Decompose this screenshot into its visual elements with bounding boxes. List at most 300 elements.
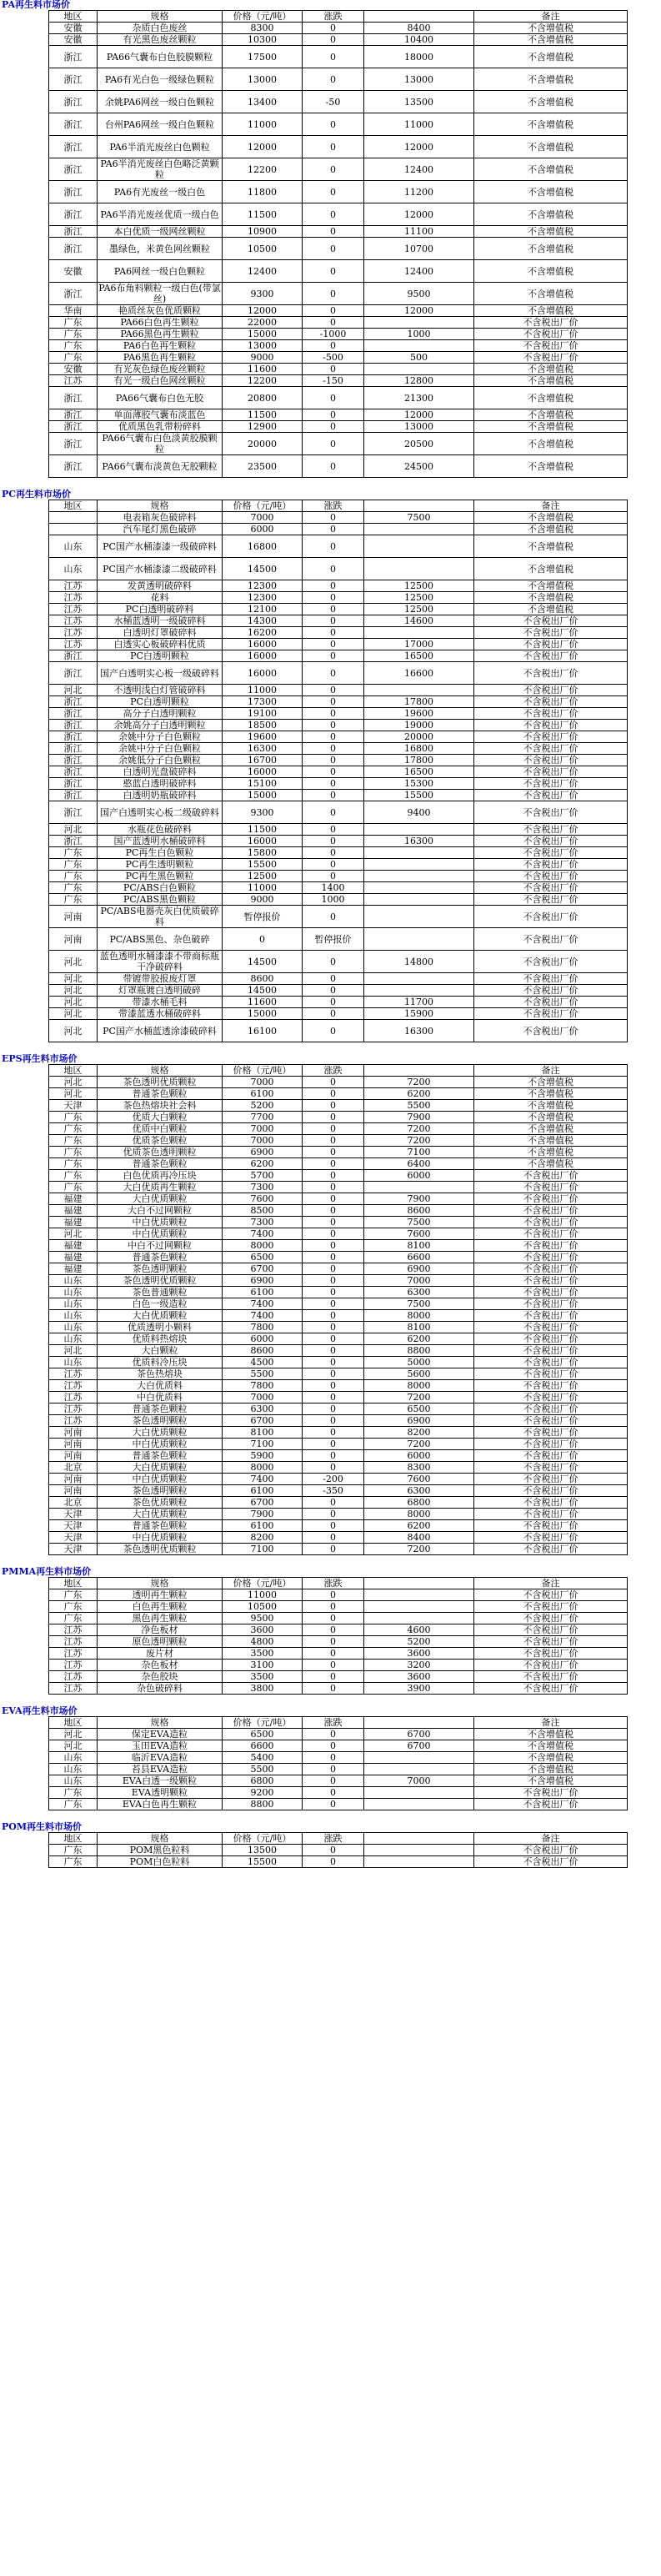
table-row [49, 639, 628, 650]
spec-cell: 蓝色透明水桶漆漆不带商标瓶干净破碎料 [98, 951, 223, 973]
today-price-cell: 10400 [364, 34, 474, 46]
region-cell: 江苏 [49, 615, 98, 627]
spec-cell: PA6半消光废丝优质一级白色 [98, 203, 223, 226]
note-cell: 不含税出厂价 [474, 871, 628, 882]
region-cell: 河北 [49, 951, 98, 973]
column-header: 价格（元/吨） [223, 1578, 303, 1589]
spec-cell: 中白不过网颗粒 [98, 1240, 223, 1252]
change-cell: -50 [303, 91, 364, 113]
today-price-cell: 500 [364, 352, 474, 364]
region-cell: 广东 [49, 859, 98, 871]
change-cell: 0 [303, 1217, 364, 1228]
region-cell: 广东 [49, 352, 98, 364]
note-cell: 不含税出厂价 [474, 1357, 628, 1368]
table-row [49, 1636, 628, 1648]
table-row [49, 1589, 628, 1601]
spec-cell: 普通茶色颗粒 [98, 1088, 223, 1100]
region-cell: 广东 [49, 871, 98, 882]
today-price-cell [364, 882, 474, 894]
note-cell: 不含税出厂价 [474, 696, 628, 708]
today-price-cell: 7000 [364, 1775, 474, 1787]
region-cell: 福建 [49, 1240, 98, 1252]
spec-cell: 白色再生颗粒 [98, 1601, 223, 1613]
section-gap [0, 1695, 661, 1706]
change-cell: 1400 [303, 882, 364, 894]
change-cell: -150 [303, 375, 364, 387]
spec-cell: PA6有光白色一级绿色颗粒 [98, 68, 223, 91]
table-row [49, 708, 628, 720]
note-cell: 不含税出厂价 [474, 951, 628, 973]
note-cell: 不含增值税 [474, 1775, 628, 1787]
price-cell: 11500 [223, 824, 303, 836]
region-cell: 广东 [49, 1147, 98, 1158]
today-price-cell [364, 364, 474, 375]
today-price-cell: 12400 [364, 260, 474, 283]
region-cell: 河南 [49, 1450, 98, 1462]
table-row [49, 1275, 628, 1287]
region-cell: 广东 [49, 894, 98, 906]
change-cell: 0 [303, 1020, 364, 1042]
spec-cell: PA66气囊布白色淡黄胶膜颗粒 [98, 433, 223, 455]
spec-cell: 有光一级白色网丝颗粒 [98, 375, 223, 387]
table-row [49, 1147, 628, 1158]
note-cell: 不含增值税 [474, 1112, 628, 1123]
region-cell: 浙江 [49, 731, 98, 743]
today-price-cell: 8200 [364, 1427, 474, 1439]
price-cell: 12300 [223, 580, 303, 592]
region-cell: 浙江 [49, 801, 98, 824]
change-cell: 0 [303, 387, 364, 409]
today-price-cell: 8800 [364, 1345, 474, 1357]
region-cell: 浙江 [49, 743, 98, 755]
price-cell: 14500 [223, 951, 303, 973]
column-header: 备注 [474, 1578, 628, 1589]
note-cell: 不含税出厂价 [474, 801, 628, 824]
price-cell: 12100 [223, 604, 303, 615]
note-cell: 不含增值税 [474, 455, 628, 478]
region-cell: 天津 [49, 1509, 98, 1520]
today-price-cell: 14600 [364, 615, 474, 627]
price-cell: 13400 [223, 91, 303, 113]
table-row [49, 317, 628, 329]
change-cell: 0 [303, 260, 364, 283]
table-row [49, 592, 628, 604]
column-header: 备注 [474, 1065, 628, 1077]
spec-cell: PC/ABS电器壳灰白优质破碎料 [98, 906, 223, 928]
note-cell: 不含增值税 [474, 1100, 628, 1112]
price-cell: 8100 [223, 1427, 303, 1439]
table-row [49, 1532, 628, 1544]
note-cell: 不含税出厂价 [474, 1298, 628, 1310]
region-cell: 江苏 [49, 1403, 98, 1415]
region-cell: 河北 [49, 1729, 98, 1740]
today-price-cell [364, 1764, 474, 1775]
note-cell: 不含增值税 [474, 1764, 628, 1775]
change-cell: 0 [303, 1205, 364, 1217]
change-cell: 0 [303, 1660, 364, 1671]
price-cell: 7400 [223, 1474, 303, 1485]
table-row [49, 824, 628, 836]
region-cell: 河北 [49, 1228, 98, 1240]
spec-cell: 普通茶色颗粒 [98, 1450, 223, 1462]
change-cell: 0 [303, 317, 364, 329]
change-cell: 0 [303, 1008, 364, 1020]
table-row [49, 627, 628, 639]
today-price-cell [364, 824, 474, 836]
change-cell: 0 [303, 1333, 364, 1345]
region-cell: 福建 [49, 1252, 98, 1263]
region-cell: 安徽 [49, 364, 98, 375]
change-cell: 0 [303, 801, 364, 824]
note-cell: 不含增值税 [474, 592, 628, 604]
change-cell: 0 [303, 1613, 364, 1624]
spec-cell: 优质中白颗粒 [98, 1123, 223, 1135]
spec-cell: 余姚中分子白色颗粒 [98, 731, 223, 743]
price-cell: 8200 [223, 1532, 303, 1544]
change-cell: 0 [303, 1088, 364, 1100]
table-row [49, 535, 628, 558]
price-cell: 8600 [223, 973, 303, 985]
region-cell: 广东 [49, 882, 98, 894]
change-cell: 0 [303, 136, 364, 158]
region-cell: 浙江 [49, 387, 98, 409]
today-price-cell: 16300 [364, 836, 474, 847]
region-cell: 广东 [49, 1158, 98, 1170]
change-cell: 0 [303, 1544, 364, 1555]
region-cell: 福建 [49, 1263, 98, 1275]
note-cell: 不含增值税 [474, 433, 628, 455]
price-cell: 10900 [223, 226, 303, 238]
table-row [49, 951, 628, 973]
price-cell: 11500 [223, 409, 303, 421]
spec-cell: 国产白透明实心板一级破碎料 [98, 662, 223, 685]
table-row [49, 1613, 628, 1624]
today-price-cell: 7100 [364, 1147, 474, 1158]
today-price-cell: 10700 [364, 238, 474, 260]
note-cell: 不含税出厂价 [474, 836, 628, 847]
change-cell: 0 [303, 1648, 364, 1660]
region-cell: 安徽 [49, 260, 98, 283]
change-cell: 0 [303, 1228, 364, 1240]
change-cell: 0 [303, 951, 364, 973]
change-cell: 0 [303, 1193, 364, 1205]
note-cell: 不含税出厂价 [474, 1683, 628, 1695]
today-price-cell: 6700 [364, 1740, 474, 1752]
column-header [364, 1717, 474, 1729]
price-table [48, 1064, 628, 1555]
region-cell: 河北 [49, 1088, 98, 1100]
note-cell: 不含税出厂价 [474, 650, 628, 662]
table-row [49, 1462, 628, 1474]
price-cell: 12500 [223, 871, 303, 882]
change-cell: 0 [303, 1601, 364, 1613]
change-cell: 0 [303, 973, 364, 985]
table-row [49, 181, 628, 203]
spec-cell: 大白优质再生颗粒 [98, 1182, 223, 1193]
table-row [49, 238, 628, 260]
today-price-cell: 13000 [364, 68, 474, 91]
today-price-cell: 8400 [364, 1532, 474, 1544]
today-price-cell: 6800 [364, 1497, 474, 1509]
table-row [49, 1648, 628, 1660]
change-cell: 0 [303, 1740, 364, 1752]
price-cell: 7000 [223, 1077, 303, 1088]
table-row [49, 524, 628, 535]
table-row [49, 662, 628, 685]
note-cell: 不含税出厂价 [474, 1648, 628, 1660]
price-cell: 11000 [223, 1589, 303, 1601]
column-header: 价格（元/吨） [223, 1833, 303, 1845]
price-cell: 16000 [223, 650, 303, 662]
table-row [49, 604, 628, 615]
table-row [49, 364, 628, 375]
today-price-cell: 7200 [364, 1123, 474, 1135]
table-row [49, 1135, 628, 1147]
table-row [49, 1088, 628, 1100]
spec-cell: PC/ABS白色颗粒 [98, 882, 223, 894]
price-cell: 14500 [223, 985, 303, 997]
today-price-cell: 11200 [364, 181, 474, 203]
region-cell: 山东 [49, 1322, 98, 1333]
note-cell: 不含增值税 [474, 46, 628, 68]
region-cell: 山东 [49, 1357, 98, 1368]
table-row [49, 1252, 628, 1263]
today-price-cell: 20500 [364, 433, 474, 455]
section-title: PMMA再生料市场价 [2, 1566, 92, 1577]
note-cell: 不含税出厂价 [474, 1613, 628, 1624]
region-cell: 广东 [49, 329, 98, 340]
price-cell: 7100 [223, 1439, 303, 1450]
change-cell: 0 [303, 524, 364, 535]
column-header [364, 1833, 474, 1845]
today-price-cell: 7500 [364, 1298, 474, 1310]
today-price-cell: 6300 [364, 1485, 474, 1497]
change-cell: 0 [303, 731, 364, 743]
today-price-cell: 6900 [364, 1415, 474, 1427]
today-price-cell [364, 1799, 474, 1810]
price-cell: 3800 [223, 1683, 303, 1695]
spec-cell: PA66气囊布白色无胶 [98, 387, 223, 409]
column-header: 地区 [49, 500, 98, 512]
change-cell: 0 [303, 615, 364, 627]
region-cell: 浙江 [49, 766, 98, 778]
price-cell: 7800 [223, 1322, 303, 1333]
spec-cell: 茶色热熔块 [98, 1368, 223, 1380]
note-cell: 不含税出厂价 [474, 1799, 628, 1810]
today-price-cell: 14800 [364, 951, 474, 973]
change-cell: 0 [303, 604, 364, 615]
note-cell: 不含税出厂价 [474, 778, 628, 790]
note-cell: 不含税出厂价 [474, 1532, 628, 1544]
table-row [49, 720, 628, 731]
region-cell: 浙江 [49, 238, 98, 260]
table-row [49, 906, 628, 928]
spec-cell: 高分子白透明颗粒 [98, 708, 223, 720]
region-cell: 江苏 [49, 1683, 98, 1695]
table-row [49, 136, 628, 158]
today-price-cell: 8400 [364, 23, 474, 34]
region-cell: 广东 [49, 1787, 98, 1799]
today-price-cell: 15500 [364, 790, 474, 801]
change-cell: 0 [303, 1182, 364, 1193]
price-cell: 6600 [223, 1740, 303, 1752]
change-cell: 0 [303, 1147, 364, 1158]
today-price-cell [364, 1856, 474, 1868]
note-cell: 不含税出厂价 [474, 1856, 628, 1868]
change-cell: 0 [303, 113, 364, 136]
region-cell: 广东 [49, 1799, 98, 1810]
price-cell: 6900 [223, 1275, 303, 1287]
change-cell: 0 [303, 1450, 364, 1462]
column-header: 规格 [98, 1065, 223, 1077]
note-cell: 不含税出厂价 [474, 1228, 628, 1240]
spec-cell: 茶色透明优质颗粒 [98, 1275, 223, 1287]
spec-cell: 台州PA6网丝一级白色颗粒 [98, 113, 223, 136]
note-cell: 不含税出厂价 [474, 1240, 628, 1252]
change-cell: 0 [303, 685, 364, 696]
region-cell: 浙江 [49, 455, 98, 478]
price-cell: 7100 [223, 1544, 303, 1555]
today-price-cell: 11000 [364, 113, 474, 136]
price-cell: 9300 [223, 801, 303, 824]
column-header: 涨跌 [303, 1717, 364, 1729]
section-title: PA再生料市场价 [2, 0, 71, 10]
today-price-cell: 18000 [364, 46, 474, 68]
today-price-cell: 6600 [364, 1252, 474, 1263]
price-cell: 3500 [223, 1648, 303, 1660]
change-cell: 0 [303, 1135, 364, 1147]
price-cell: 5900 [223, 1450, 303, 1462]
price-cell: 13500 [223, 1845, 303, 1856]
table-row [49, 1368, 628, 1380]
region-cell: 浙江 [49, 778, 98, 790]
table-row [49, 1357, 628, 1368]
column-header: 涨跌 [303, 1065, 364, 1077]
note-cell: 不含税出厂价 [474, 1660, 628, 1671]
today-price-cell: 8000 [364, 1310, 474, 1322]
table-row [49, 1193, 628, 1205]
table-row [49, 743, 628, 755]
spec-cell: PC再生透明颗粒 [98, 859, 223, 871]
change-cell: 0 [303, 181, 364, 203]
note-cell: 不含税出厂价 [474, 928, 628, 951]
table-row [49, 1310, 628, 1322]
note-cell: 不含增值税 [474, 1135, 628, 1147]
spec-cell: 余姚低分子白色颗粒 [98, 755, 223, 766]
note-cell: 不含增值税 [474, 580, 628, 592]
today-price-cell [364, 627, 474, 639]
change-cell: 0 [303, 1856, 364, 1868]
note-cell: 不含税出厂价 [474, 1624, 628, 1636]
price-cell: 3100 [223, 1660, 303, 1671]
change-cell: 0 [303, 1077, 364, 1088]
today-price-cell: 12000 [364, 409, 474, 421]
note-cell: 不含税出厂价 [474, 1345, 628, 1357]
price-cell: 12400 [223, 260, 303, 283]
price-cell: 16200 [223, 627, 303, 639]
spec-cell: 中白优质颗粒 [98, 1532, 223, 1544]
note-cell: 不含增值税 [474, 158, 628, 181]
change-cell: 0 [303, 1752, 364, 1764]
column-header: 地区 [49, 1833, 98, 1845]
note-cell: 不含增值税 [474, 1752, 628, 1764]
spec-cell: 带镀带胶报废灯罩 [98, 973, 223, 985]
region-cell: 江苏 [49, 639, 98, 650]
spec-cell: 原色透明颗粒 [98, 1636, 223, 1648]
spec-cell: 黑色再生颗粒 [98, 1613, 223, 1624]
spec-cell: 净色板材 [98, 1624, 223, 1636]
today-price-cell: 7500 [364, 1217, 474, 1228]
spec-cell: 苔县EVA造粒 [98, 1764, 223, 1775]
today-price-cell [364, 317, 474, 329]
region-cell: 河南 [49, 1474, 98, 1485]
table-row [49, 696, 628, 708]
price-cell: 12200 [223, 158, 303, 181]
table-row [49, 23, 628, 34]
price-cell: 5200 [223, 1100, 303, 1112]
change-cell: 0 [303, 1415, 364, 1427]
change-cell: -1000 [303, 329, 364, 340]
region-cell: 浙江 [49, 158, 98, 181]
price-cell: 11000 [223, 882, 303, 894]
today-price-cell [364, 928, 474, 951]
region-cell: 天津 [49, 1520, 98, 1532]
region-cell: 江苏 [49, 1415, 98, 1427]
table-row [49, 755, 628, 766]
note-cell: 不含增值税 [474, 203, 628, 226]
change-cell: 0 [303, 1427, 364, 1439]
price-cell: 19100 [223, 708, 303, 720]
today-price-cell: 8300 [364, 1462, 474, 1474]
note-cell: 不含增值税 [474, 260, 628, 283]
note-cell: 不含增值税 [474, 1729, 628, 1740]
column-header: 价格（元/吨） [223, 1717, 303, 1729]
price-cell: 12200 [223, 375, 303, 387]
today-price-cell [364, 1182, 474, 1193]
table-row [49, 766, 628, 778]
region-cell: 广东 [49, 1601, 98, 1613]
region-cell: 河北 [49, 1008, 98, 1020]
change-cell: 0 [303, 1100, 364, 1112]
change-cell: 0 [303, 1252, 364, 1263]
today-price-cell [364, 906, 474, 928]
today-price-cell: 12800 [364, 375, 474, 387]
price-cell: 14300 [223, 615, 303, 627]
today-price-cell [364, 558, 474, 580]
price-cell: 7400 [223, 1310, 303, 1322]
note-cell: 不含税出厂价 [474, 985, 628, 997]
table-row [49, 1403, 628, 1415]
change-cell: 0 [303, 1624, 364, 1636]
note-cell: 不含税出厂价 [474, 824, 628, 836]
price-cell: 6800 [223, 1775, 303, 1787]
spec-cell: PC国产水桶漆漆一级破碎料 [98, 535, 223, 558]
change-cell: 0 [303, 1170, 364, 1182]
price-cell: 15500 [223, 859, 303, 871]
today-price-cell: 24500 [364, 455, 474, 478]
table-row [49, 1345, 628, 1357]
table-row [49, 778, 628, 790]
region-cell: 广东 [49, 1613, 98, 1624]
note-cell: 不含增值税 [474, 387, 628, 409]
spec-cell: PA6布角料颗粒一级白色(带氯丝) [98, 283, 221, 304]
note-cell: 不含税出厂价 [474, 973, 628, 985]
price-cell: 12000 [223, 305, 303, 317]
price-cell: 4800 [223, 1636, 303, 1648]
note-cell: 不含税出厂价 [474, 997, 628, 1008]
price-cell: 暂停报价 [223, 906, 303, 928]
note-cell: 不含税出厂价 [474, 627, 628, 639]
